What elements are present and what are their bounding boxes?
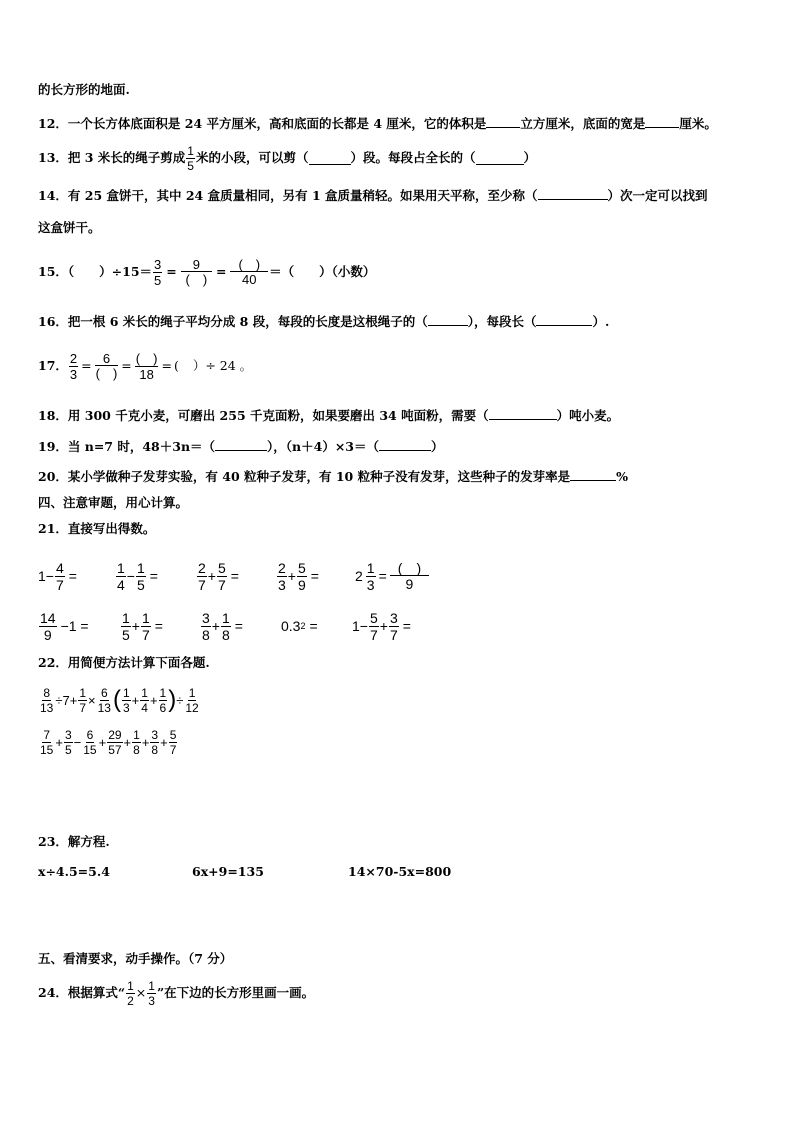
fraction: $\frac{8}{13}$ bbox=[40, 685, 54, 715]
question-14: 14．有 25 盒饼干，其中 24 盒质量相同，另有 1 盒质量稍轻。如果用天平称，至少称（ ）次一定可以找到 bbox=[38, 188, 708, 203]
fraction: $\frac{5}{9}$ bbox=[297, 559, 306, 593]
fraction: $\frac{3}{7}$ bbox=[389, 609, 398, 643]
calc-item: 1 − $\frac{4}{7}$ = bbox=[38, 559, 77, 593]
fraction: $\frac{( )}{40}$ bbox=[230, 258, 268, 286]
fraction: $\frac{5}{7}$ bbox=[217, 559, 226, 593]
fraction: $\frac{( )}{18}$ bbox=[135, 350, 158, 382]
question-18: 18．用 300 千克小麦，可磨出 255 千克面粉，如果要磨出 34 吨面粉，需要（ ）吨小麦。 bbox=[38, 408, 620, 423]
question-14-cont: 这盒饼干。 bbox=[38, 220, 101, 235]
fraction: $\frac{1}{3}$ bbox=[122, 685, 130, 715]
answer-blank[interactable] bbox=[476, 152, 524, 165]
calc-item: $\frac{2}{7}$ + $\frac{5}{7}$ = bbox=[198, 559, 239, 593]
question-21: 21．直接写出得数。 bbox=[38, 521, 156, 536]
question-12: 12．一个长方体底面积是 24 平方厘米，高和底面的长都是 4 厘米，它的体积是 立方厘米，底面的宽是 厘米。 bbox=[38, 116, 717, 131]
question-13: 13．把 3 米长的绳子剪成 $\frac{1}{5}$ 米的小段，可以剪（ ）段。每段占全长的（ ） bbox=[38, 143, 537, 173]
fraction: $\frac{1}{8}$ bbox=[221, 609, 230, 643]
answer-blank[interactable] bbox=[538, 187, 608, 200]
fraction: $\frac{4}{7}$ bbox=[55, 559, 64, 593]
fraction: $\frac{1}{3}$ bbox=[366, 559, 375, 593]
calc-item: $\frac{2}{3}$ + $\frac{5}{9}$ = bbox=[278, 559, 319, 593]
fraction: $\frac{1}{2}$ bbox=[127, 978, 134, 1008]
answer-blank[interactable] bbox=[645, 115, 679, 128]
question-17: 17． $\frac{2}{3}$ = $\frac{6}{( )}$ = $\frac{( )}{18}$ = ( ）÷ 24 。 bbox=[38, 350, 253, 382]
fraction: $\frac{14}{9}$ bbox=[40, 609, 56, 643]
section-heading: 四、注意审题，用心计算。 bbox=[38, 495, 189, 510]
answer-blank[interactable] bbox=[428, 313, 468, 326]
question-19: 19．当 n=7 时，48＋3n＝（ ），（n＋4）×3＝（ ） bbox=[38, 439, 444, 454]
fraction: $\frac{6}{13}$ bbox=[97, 685, 111, 715]
fraction: $\frac{6}{15}$ bbox=[83, 727, 97, 757]
fraction: $\frac{7}{15}$ bbox=[40, 727, 54, 757]
fraction: $\frac{2}{7}$ bbox=[198, 559, 206, 593]
answer-blank[interactable] bbox=[489, 407, 557, 420]
calc-item: $\frac{1}{5}$ + $\frac{1}{7}$ = bbox=[122, 609, 163, 643]
fraction: $\frac{3}{8}$ bbox=[151, 727, 159, 757]
equation-1: x÷4.5=5.4 bbox=[38, 864, 110, 879]
calc-item: 0.3 2 = bbox=[281, 618, 318, 634]
fraction: $\frac{2}{3}$ bbox=[69, 350, 78, 382]
fraction: $\frac{( )}{9}$ bbox=[390, 561, 429, 591]
fraction: $\frac{1}{4}$ bbox=[117, 559, 125, 593]
fraction: $\frac{1}{6}$ bbox=[159, 685, 167, 715]
question-20: 20．某小学做种子发芽实验，有 40 粒种子发芽，有 10 粒种子没有发芽，这些种子的发芽率是 % bbox=[38, 469, 628, 484]
calc-item: $\frac{14}{9}$ −1 = bbox=[40, 609, 89, 643]
fraction: $\frac{5}{7}$ bbox=[169, 727, 177, 757]
fraction: $\frac{1}{7}$ bbox=[141, 609, 150, 643]
fraction: $\frac{5}{7}$ bbox=[369, 609, 378, 643]
fraction: $\frac{3}{5}$ bbox=[154, 256, 162, 288]
fraction: $\frac{1}{5}$ bbox=[136, 559, 145, 593]
fraction: $\frac{1}{4}$ bbox=[141, 685, 148, 715]
fraction: $\frac{1}{7}$ bbox=[79, 685, 87, 715]
fraction: $\frac{9}{( )}$ bbox=[181, 258, 212, 286]
fraction: $\frac{1}{5}$ bbox=[122, 609, 130, 643]
fraction: $\frac{1}{5}$ bbox=[187, 143, 194, 173]
fraction: $\frac{1}{3}$ bbox=[148, 978, 155, 1008]
equation-3: 14×70-5x=800 bbox=[348, 864, 452, 879]
question-24: 24．根据算式“ $\frac{1}{2}$ × $\frac{1}{3}$ ”在下边的长方形里画一画。 bbox=[38, 978, 315, 1008]
fraction: $\frac{2}{3}$ bbox=[278, 559, 286, 593]
question-16: 16．把一根 6 米长的绳子平均分成 8 段，每段的长度是这根绳子的（ ），每段长（ ）. bbox=[38, 314, 610, 329]
text-line: 的长方形的地面. bbox=[38, 82, 130, 97]
calc-item: 1 − $\frac{5}{7}$ + $\frac{3}{7}$ = bbox=[352, 609, 411, 643]
expression-1: $\frac{8}{13}$ ÷7+ $\frac{1}{7}$ × $\frac{6}{13}$ ( $\frac{1}{3}$ + $\frac{1}{4}$ + $\frac{1}{6}$ ) ÷ $\frac{1}{12}$ bbox=[40, 685, 199, 715]
calc-item: 2 $\frac{1}{3}$ = $\frac{( )}{9}$ bbox=[355, 556, 430, 596]
fraction: $\frac{6}{( )}$ bbox=[95, 351, 118, 381]
question-15: 15．（ ）÷15＝ $\frac{3}{5}$ = $\frac{9}{( )}$ = $\frac{( )}{40}$ ＝（ ）（小数） bbox=[38, 256, 376, 288]
answer-blank[interactable] bbox=[570, 468, 616, 481]
question-23: 23．解方程. bbox=[38, 834, 110, 849]
fraction: $\frac{1}{8}$ bbox=[133, 727, 140, 757]
section-heading: 五、看清要求，动手操作。（7 分） bbox=[38, 951, 233, 966]
fraction: $\frac{3}{8}$ bbox=[202, 609, 210, 643]
calc-item: $\frac{3}{8}$ + $\frac{1}{8}$ = bbox=[202, 609, 243, 643]
answer-blank[interactable] bbox=[536, 313, 592, 326]
answer-blank[interactable] bbox=[309, 152, 351, 165]
fraction: $\frac{3}{5}$ bbox=[64, 727, 72, 757]
question-22: 22．用简便方法计算下面各题. bbox=[38, 655, 210, 670]
answer-blank[interactable] bbox=[215, 438, 267, 451]
equation-2: 6x+9=135 bbox=[192, 864, 264, 879]
fraction: $\frac{29}{57}$ bbox=[108, 727, 122, 757]
calc-item: $\frac{1}{4}$ − $\frac{1}{5}$ = bbox=[117, 559, 158, 593]
expression-2: $\frac{7}{15}$ + $\frac{3}{5}$ − $\frac{6}{15}$ + $\frac{29}{57}$ + $\frac{1}{8}$ + $\frac{3}{8}$ + $\frac{5}{7}$ bbox=[40, 727, 177, 757]
fraction: $\frac{1}{12}$ bbox=[185, 685, 199, 715]
answer-blank[interactable] bbox=[379, 438, 431, 451]
answer-blank[interactable] bbox=[486, 115, 520, 128]
